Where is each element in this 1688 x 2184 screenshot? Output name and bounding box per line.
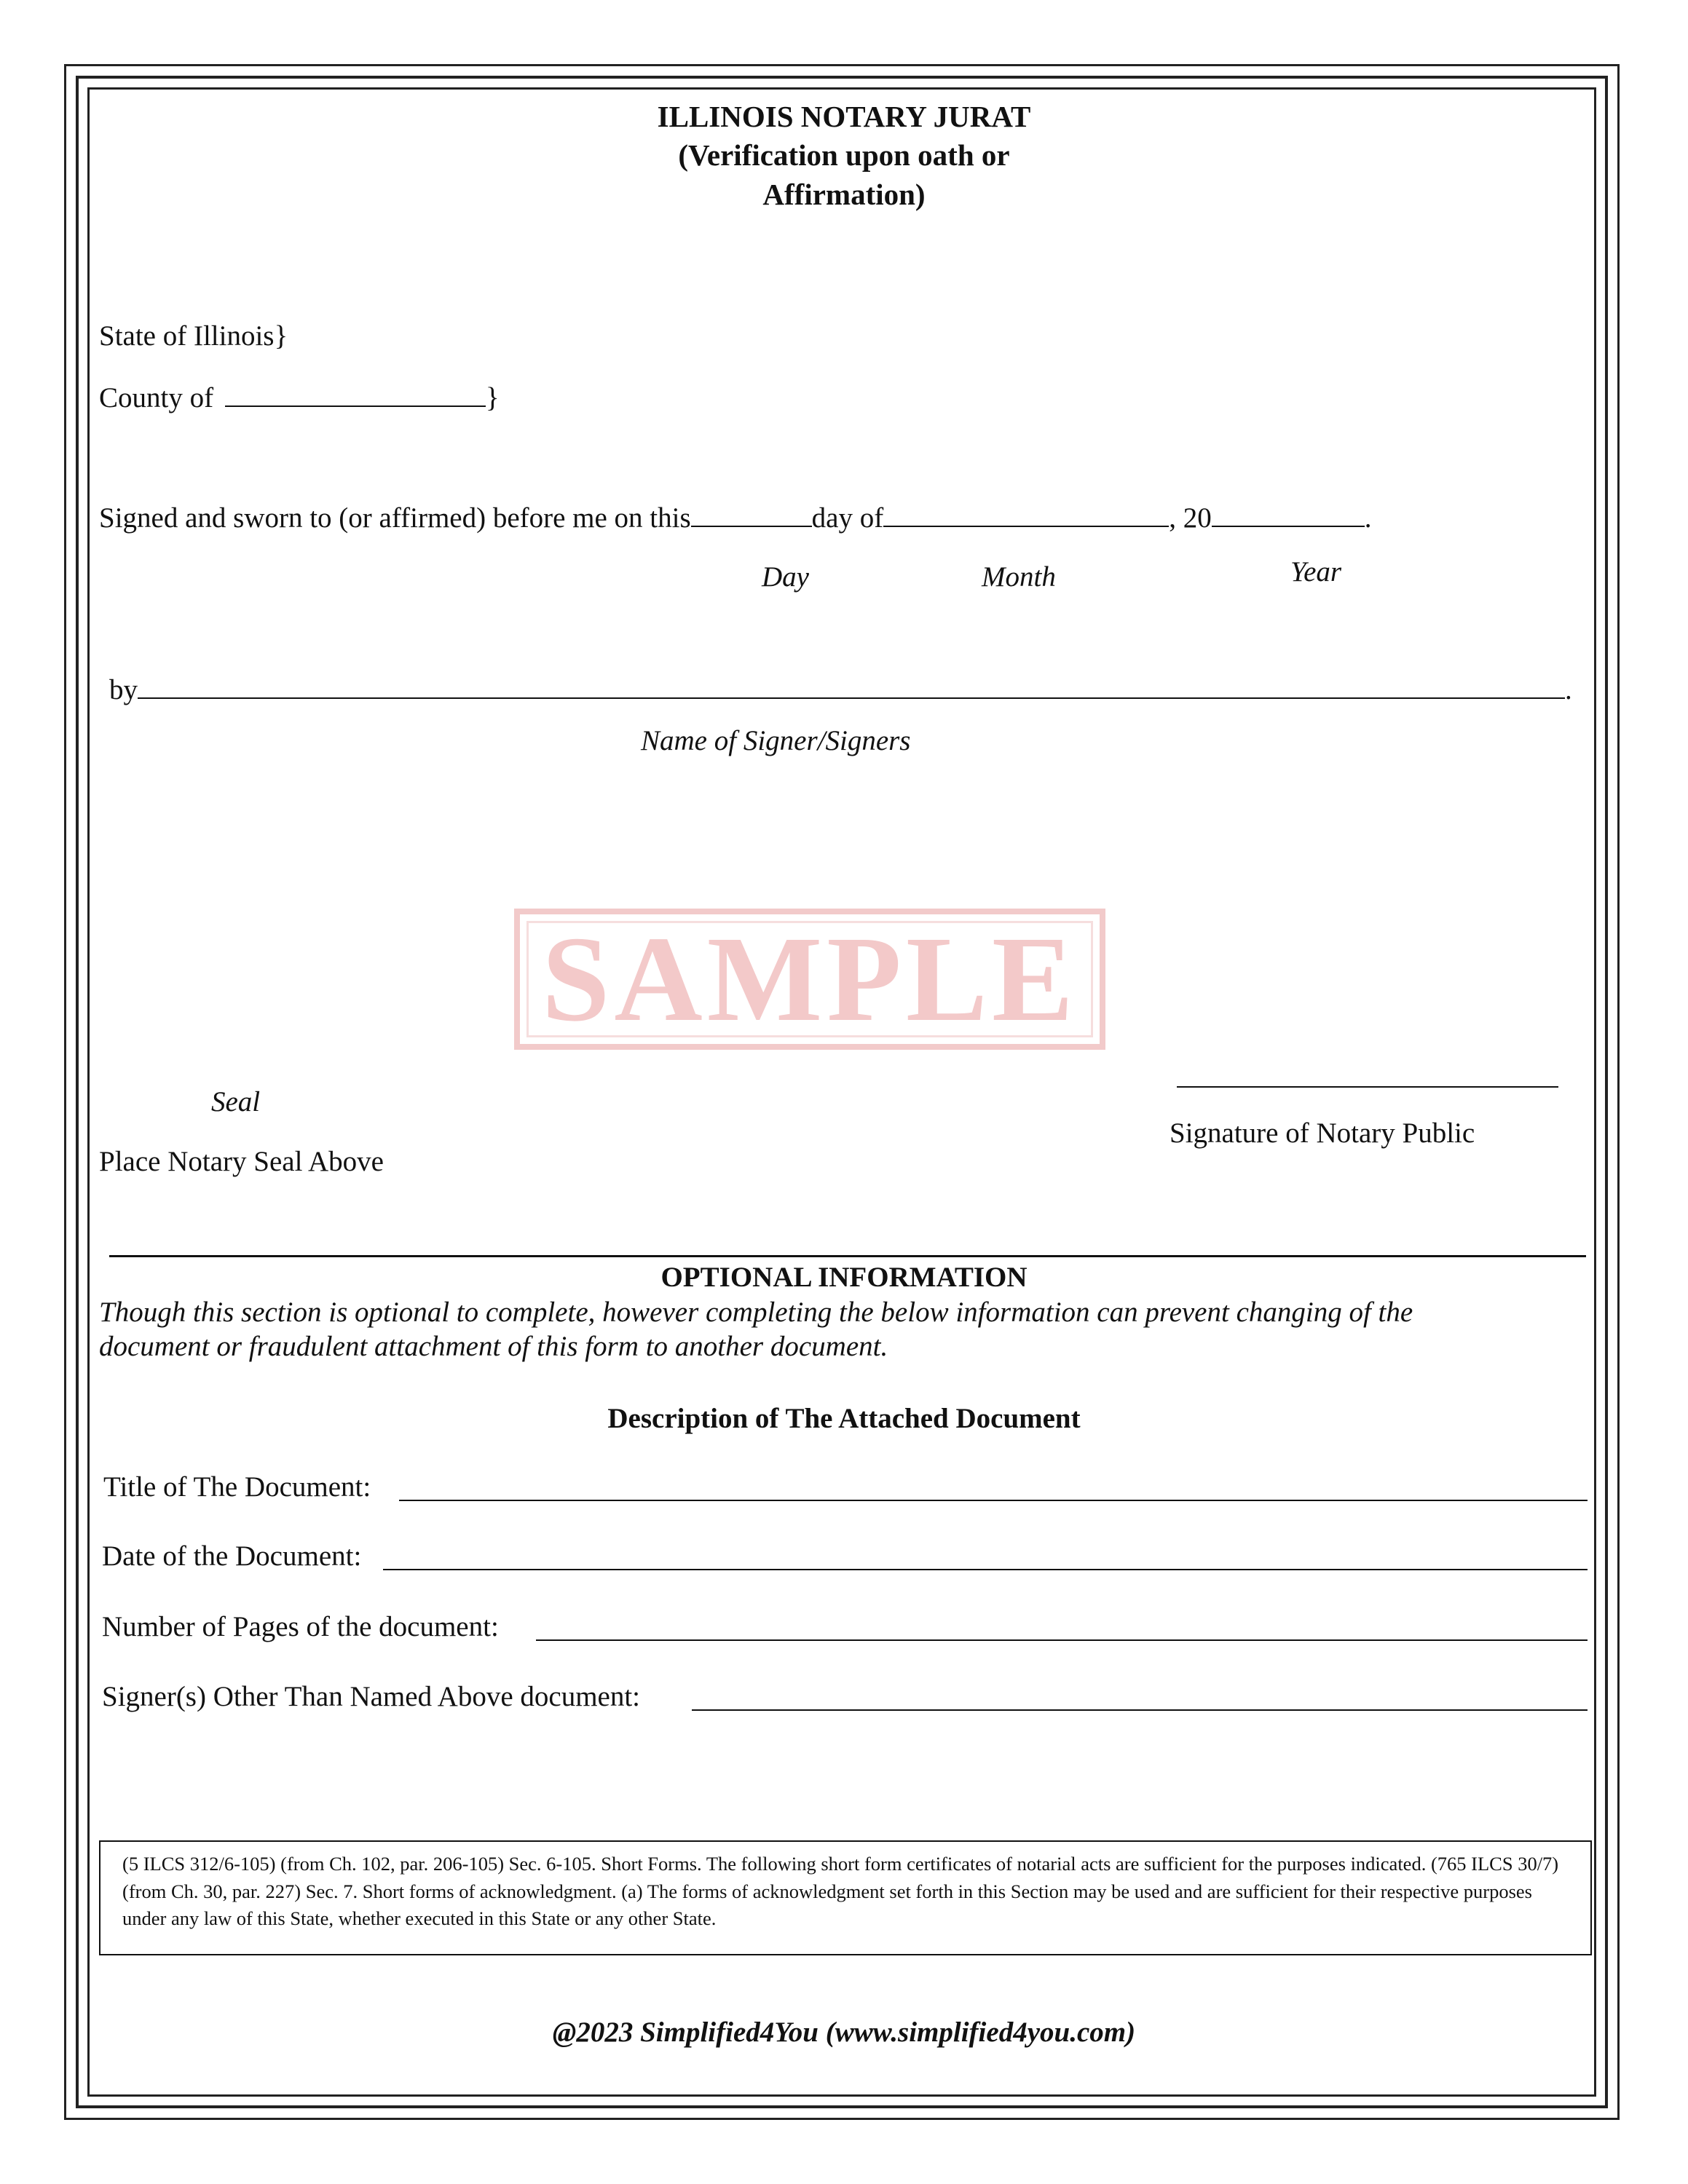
signer-line [109, 674, 1572, 704]
year-input-line[interactable] [1212, 502, 1365, 527]
county-close-brace: } [485, 382, 500, 414]
county-label: County of [99, 382, 214, 414]
day-caption: Day [762, 561, 809, 593]
seal-instruction: Place Notary Seal Above [99, 1146, 384, 1177]
copyright-footer: @2023 Simplified4You (www.simplified4you.com) [552, 2017, 1136, 2048]
sample-watermark-text: SAMPLE [541, 911, 1078, 1047]
section-divider [109, 1255, 1586, 1257]
field-pages-label: Number of Pages of the document: [102, 1611, 499, 1642]
optional-intro-line1: Though this section is optional to complete, however completing the below information can prevent changing of the [99, 1297, 1413, 1328]
field-title-label: Title of The Document: [103, 1471, 371, 1503]
signer-name-input-line[interactable] [138, 674, 1565, 699]
day-input-line[interactable] [691, 502, 812, 527]
year-caption: Year [1290, 556, 1342, 587]
field-date-label: Date of the Document: [102, 1540, 362, 1572]
oath-prefix: Signed and sworn to (or affirmed) before me on this [99, 502, 691, 534]
sample-watermark-stamp [514, 909, 1105, 1050]
optional-heading: OPTIONAL INFORMATION [660, 1262, 1028, 1293]
optional-intro-line2: document or fraudulent attachment of this form to another document. [99, 1331, 888, 1362]
signer-caption: Name of Signer/Signers [641, 725, 911, 756]
attached-document-subheading: Description of The Attached Document [607, 1403, 1081, 1434]
county-input-line[interactable] [225, 382, 486, 407]
field-date-input-line[interactable] [383, 1569, 1588, 1570]
legal-reference-box: (5 ILCS 312/6-105) (from Ch. 102, par. 206-105) Sec. 6-105. Short Forms. The following short form certificates of notarial acts are sufficient for the purposes indicated. (765 ILCS 30/7) (from Ch. 30, par. 227) Sec. 7. Short forms of acknowledgment. (a) The forms of acknowledgment set forth in this Section may be used and are sufficient for their respective purposes under any law of this State, whether executed in this State or any other State. [99, 1840, 1592, 1955]
field-pages-input-line[interactable] [536, 1639, 1588, 1641]
state-line: State of Illinois} [99, 320, 288, 352]
by-label: by [109, 674, 138, 705]
signer-period: . [1565, 674, 1572, 705]
field-other-signers-input-line[interactable] [692, 1709, 1588, 1711]
notary-signature-caption: Signature of Notary Public [1170, 1117, 1475, 1149]
oath-line [99, 502, 1371, 532]
seal-label: Seal [211, 1086, 261, 1117]
day-of-label: day of [811, 502, 884, 534]
month-input-line[interactable] [883, 502, 1169, 527]
county-line [99, 382, 500, 412]
notary-signature-line[interactable] [1177, 1086, 1558, 1088]
month-caption: Month [982, 561, 1056, 593]
field-title-input-line[interactable] [399, 1500, 1588, 1501]
field-other-signers-label: Signer(s) Other Than Named Above document: [102, 1681, 641, 1712]
oath-period: . [1364, 502, 1372, 534]
form-title-line1: ILLINOIS NOTARY JURAT [657, 100, 1031, 133]
form-title-line2: (Verification upon oath or [678, 138, 1010, 172]
form-title-line3: Affirmation) [762, 178, 926, 211]
year-prefix: , 20 [1169, 502, 1212, 534]
